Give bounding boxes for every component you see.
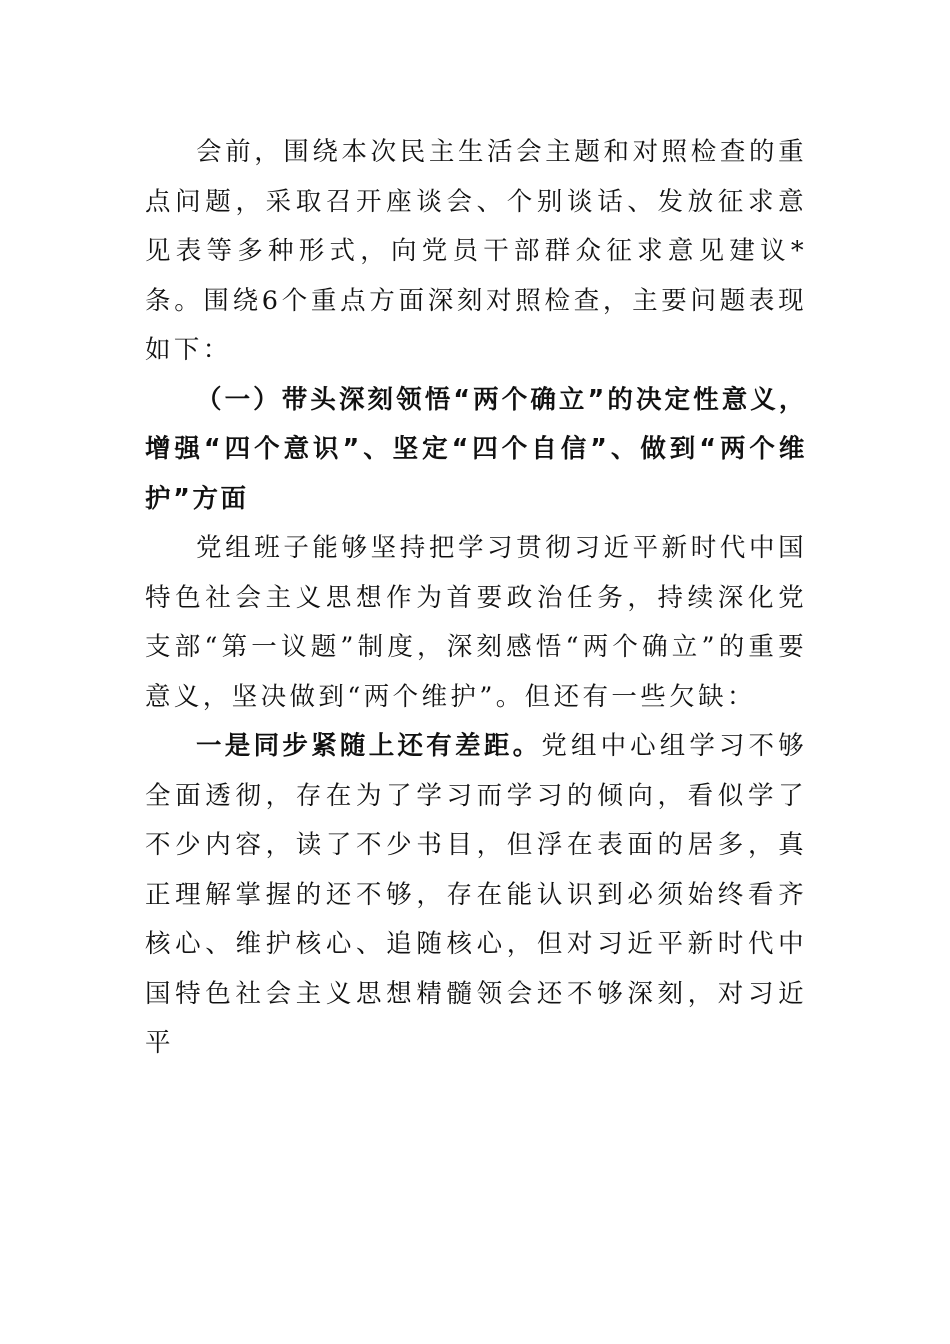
document-body	[145, 128, 807, 1069]
point-one-lead: 一是同步紧随上还有差距。	[196, 731, 542, 761]
section-intro-paragraph: 党组班子能够坚持把学习贯彻习近平新时代中国特色社会主义思想作为首要政治任务，持续深化党支部“第一议题”制度，深刻感悟“两个确立”的重要意义，坚决做到“两个维护”。但还有一些欠缺：	[145, 533, 807, 712]
point-one-body: 党组中心组学习不够全面透彻，存在为了学习而学习的倾向，看似学了不少内容，读了不少书目，但浮在表面的居多，真正理解掌握的还不够，存在能认识到必须始终看齐核心、维护核心、追随核心，但对习近平新时代中国特色社会主义思想精髓领会还不够深刻，对习近平	[145, 731, 807, 1058]
section-heading: （一）带头深刻领悟“两个确立”的决定性意义，增强“四个意识”、坚定“四个自信”、做到“两个维护”方面	[145, 384, 807, 514]
point-one-paragraph	[145, 722, 807, 1069]
opening-paragraph: 会前，围绕本次民主生活会主题和对照检查的重点问题，采取召开座谈会、个别谈话、发放征求意见表等多种形式，向党员干部群众征求意见建议*条。围绕6个重点方面深刻对照检查，主要问题表现如下：	[145, 137, 807, 365]
